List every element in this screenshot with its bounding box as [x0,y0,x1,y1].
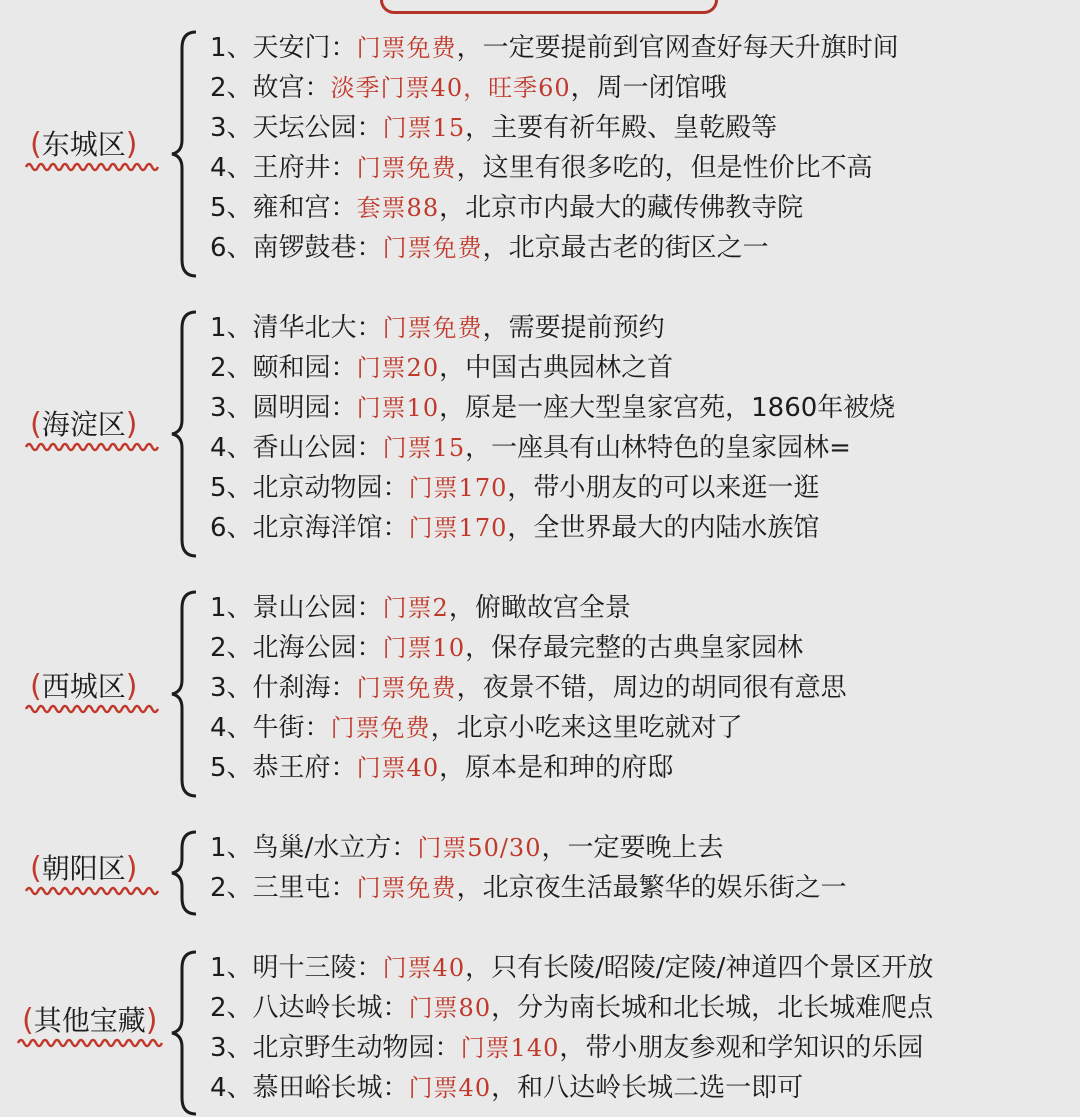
attraction-item [210,508,895,548]
item-ticket: 门票40 [382,954,466,982]
attraction-item [210,28,899,68]
item-sep: ， [465,953,492,983]
item-desc: 全世界最大的内陆水族馆 [533,513,820,543]
curly-brace [170,590,200,798]
item-desc: 带小朋友的可以来逛一逛 [533,473,820,503]
item-name: 慕田峪长城： [252,1073,409,1103]
attraction-items [210,948,933,1108]
wavy-underline [24,884,164,898]
item-sep: ， [570,73,597,103]
wavy-underline [24,160,164,174]
item-num: 3、 [210,393,253,423]
item-name: 天坛公园： [252,113,383,143]
district-name: 东城区 [41,128,126,161]
attraction-item [210,148,899,188]
item-num: 4、 [210,153,253,183]
item-name: 颐和园： [252,353,357,383]
item-num: 5、 [210,193,253,223]
item-sep: ， [465,433,492,463]
item-ticket: 门票40 [356,754,440,782]
item-name: 王府井： [252,153,357,183]
item-name: 雍和宫： [252,193,357,223]
item-num: 5、 [210,473,253,503]
item-ticket: 门票50/30 [417,834,542,862]
district-paren-left: ( [30,407,42,442]
district-label [30,852,137,886]
attraction-item [210,748,847,788]
attraction-item [210,388,895,428]
title-frame-partial [380,0,718,14]
item-name: 鸟巢/水立方： [252,833,418,863]
item-sep: ， [559,1033,586,1063]
attraction-item [210,988,933,1028]
district-paren-right: ) [125,851,138,886]
item-sep: ， [456,153,483,183]
item-sep: ， [482,313,509,343]
district-paren-left: ( [22,1003,34,1038]
item-name: 北京海洋馆： [252,513,409,543]
attraction-item [210,628,847,668]
item-name: 北京野生动物园： [252,1033,461,1063]
item-sep: ， [439,193,466,223]
attraction-item [210,228,899,268]
item-name: 天安门： [252,33,357,63]
wavy-underline [16,1036,166,1050]
item-ticket: 门票170 [408,514,508,542]
item-sep: ， [456,33,483,63]
item-sep: ， [439,353,466,383]
attraction-item [210,68,899,108]
item-num: 2、 [210,633,253,663]
district-label [30,408,137,442]
item-desc: 保存最完整的古典皇家园林 [491,633,804,663]
item-name: 香山公园： [252,433,383,463]
item-ticket: 淡季门票40，旺季60 [330,74,571,102]
item-ticket: 门票免费 [382,234,483,262]
item-desc: 周一闭馆哦 [596,73,727,103]
item-name: 故宫： [252,73,331,103]
item-desc: 这里有很多吃的，但是性价比不高 [482,153,873,183]
district-paren-left: ( [30,851,42,886]
item-sep: ， [439,753,466,783]
item-ticket: 套票88 [356,194,440,222]
item-name: 南锣鼓巷： [252,233,383,263]
attraction-item [210,588,847,628]
item-num: 4、 [210,433,253,463]
item-ticket: 门票免费 [330,714,431,742]
item-ticket: 门票免费 [356,874,457,902]
item-desc: 原本是和珅的府邸 [465,753,674,783]
item-ticket: 门票140 [460,1034,560,1062]
attraction-item [210,188,899,228]
item-sep: ， [456,673,483,703]
item-num: 3、 [210,673,253,703]
item-num: 2、 [210,73,253,103]
attraction-item [210,828,847,868]
district-paren-left: ( [30,127,42,162]
attraction-items [210,28,899,268]
item-sep: ， [507,473,534,503]
curly-brace [170,310,200,558]
attraction-item [210,948,933,988]
item-ticket: 门票15 [382,434,466,462]
item-num: 6、 [210,513,253,543]
item-sep: ， [482,233,509,263]
item-ticket: 门票20 [356,354,440,382]
item-name: 牛街： [252,713,331,743]
attraction-item [210,468,895,508]
district-paren-right: ) [125,407,138,442]
item-name: 北海公园： [252,633,383,663]
attraction-items [210,828,847,908]
item-desc: 带小朋友参观和学知识的乐园 [585,1033,924,1063]
item-desc: 主要有祈年殿、皇乾殿等 [491,113,778,143]
item-ticket: 门票免费 [356,34,457,62]
item-desc: 北京市内最大的藏传佛教寺院 [465,193,804,223]
item-desc: 和八达岭长城二选一即可 [517,1073,804,1103]
item-num: 1、 [210,593,253,623]
item-sep: ， [465,633,492,663]
item-desc: 一座具有山林特色的皇家园林= [491,433,851,463]
attraction-item [210,868,847,908]
item-desc: 一定要晚上去 [567,833,724,863]
item-name: 明十三陵： [252,953,383,983]
item-sep: ， [448,593,475,623]
attraction-item [210,668,847,708]
item-sep: ， [465,113,492,143]
item-num: 5、 [210,753,253,783]
item-ticket: 门票80 [408,994,492,1022]
item-num: 4、 [210,1073,253,1103]
item-sep: ， [456,873,483,903]
district-name: 朝阳区 [41,852,126,885]
item-sep: ， [439,393,466,423]
item-desc: 俯瞰故宫全景 [474,593,631,623]
district-name: 其他宝藏 [33,1004,146,1037]
curly-brace [170,30,200,278]
item-num: 2、 [210,993,253,1023]
item-ticket: 门票免费 [356,674,457,702]
item-ticket: 门票40 [408,1074,492,1102]
item-num: 1、 [210,833,253,863]
item-desc: 分为南长城和北长城，北长城难爬点 [517,993,934,1023]
attraction-items [210,308,895,548]
item-num: 1、 [210,33,253,63]
item-desc: 原是一座大型皇家宫苑，1860年被烧 [465,393,896,423]
item-num: 6、 [210,233,253,263]
item-name: 北京动物园： [252,473,409,503]
district-paren-right: ) [145,1003,158,1038]
item-sep: ， [430,713,457,743]
item-ticket: 门票免费 [382,314,483,342]
attraction-item [210,1028,933,1068]
item-ticket: 门票10 [382,634,466,662]
item-desc: 中国古典园林之首 [465,353,674,383]
item-desc: 只有长陵/昭陵/定陵/神道四个景区开放 [491,953,934,983]
item-ticket: 门票2 [382,594,449,622]
item-num: 3、 [210,113,253,143]
item-ticket: 门票170 [408,474,508,502]
district-paren-right: ) [125,127,138,162]
attraction-item [210,1068,933,1108]
item-num: 4、 [210,713,253,743]
district-paren-left: ( [30,669,42,704]
attraction-item [210,428,895,468]
district-name: 西城区 [41,670,126,703]
curly-brace [170,830,200,916]
item-desc: 北京夜生活最繁华的娱乐街之一 [482,873,847,903]
item-ticket: 门票15 [382,114,466,142]
item-num: 2、 [210,873,253,903]
item-desc: 北京最古老的街区之一 [508,233,769,263]
item-num: 1、 [210,313,253,343]
attraction-items [210,588,847,788]
item-desc: 北京小吃来这里吃就对了 [456,713,743,743]
district-label [22,1004,157,1038]
district-label [30,670,137,704]
item-ticket: 门票10 [356,394,440,422]
item-name: 清华北大： [252,313,383,343]
item-name: 圆明园： [252,393,357,423]
item-sep: ， [491,993,518,1023]
attraction-item [210,348,895,388]
wavy-underline [24,702,164,716]
item-sep: ， [491,1073,518,1103]
item-name: 景山公园： [252,593,383,623]
item-desc: 夜景不错，周边的胡同很有意思 [482,673,847,703]
item-name: 什刹海： [252,673,357,703]
item-sep: ， [541,833,568,863]
item-desc: 一定要提前到官网查好每天升旗时间 [482,33,899,63]
item-name: 三里屯： [252,873,357,903]
curly-brace [170,950,200,1116]
item-ticket: 门票免费 [356,154,457,182]
wavy-underline [24,440,164,454]
district-paren-right: ) [125,669,138,704]
item-num: 2、 [210,353,253,383]
attraction-item [210,108,899,148]
item-name: 八达岭长城： [252,993,409,1023]
item-num: 1、 [210,953,253,983]
district-name: 海淀区 [41,408,126,441]
item-num: 3、 [210,1033,253,1063]
attraction-item [210,708,847,748]
item-name: 恭王府： [252,753,357,783]
attraction-item [210,308,895,348]
district-label [30,128,137,162]
item-desc: 需要提前预约 [508,313,665,343]
item-sep: ， [507,513,534,543]
